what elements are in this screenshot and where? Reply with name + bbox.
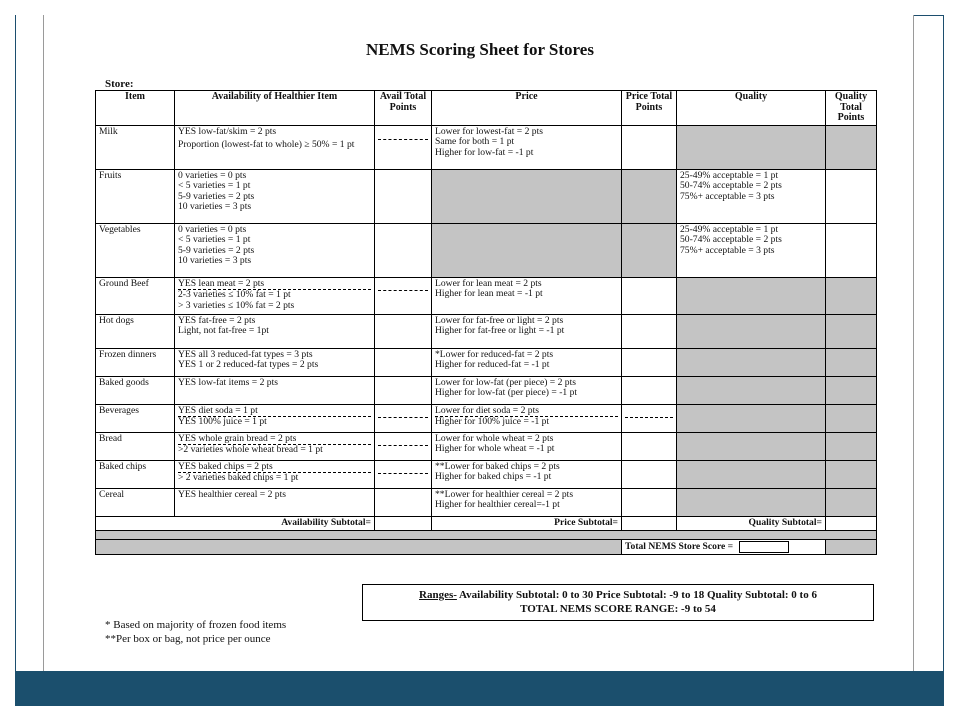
price-points-cell[interactable]	[622, 376, 677, 404]
price-points-na-cell	[622, 169, 677, 223]
quality-points-na-cell	[826, 348, 877, 376]
header-price: Price	[432, 91, 622, 126]
criterion: 50-74% acceptable = 2 pts	[680, 234, 782, 246]
avail-points-cell[interactable]	[375, 376, 432, 404]
avail-points-cell[interactable]	[375, 223, 432, 277]
criterion: Lower for lean meat = 2 pts	[435, 277, 542, 289]
avail-points-cell[interactable]	[375, 460, 432, 488]
subtotal-row	[96, 516, 877, 530]
price-points-cell[interactable]	[622, 432, 677, 460]
score-ranges-box	[362, 584, 874, 621]
row-availability	[175, 223, 375, 277]
criterion: **Lower for healthier cereal = 2 pts	[435, 488, 574, 500]
quality-points-na-cell	[826, 432, 877, 460]
spacer-row	[96, 530, 877, 539]
scoring-table	[95, 90, 877, 555]
criterion: Lower for diet soda = 2 pts	[435, 404, 539, 416]
criterion: YES baked chips = 2 pts	[178, 460, 273, 472]
row-availability	[175, 488, 375, 516]
row-item: Vegetables	[96, 223, 175, 277]
row-price	[432, 488, 622, 516]
quality-na-cell	[677, 460, 826, 488]
quality-points-na-cell	[826, 376, 877, 404]
row-quality	[677, 169, 826, 223]
price-subtotal-cell[interactable]	[622, 516, 677, 530]
table-row	[96, 125, 877, 169]
criterion: Higher for reduced-fat = -1 pt	[435, 359, 550, 371]
quality-na-cell	[677, 488, 826, 516]
criterion: 25-49% acceptable = 1 pt	[680, 223, 779, 235]
criterion: < 5 varieties = 1 pt	[178, 180, 251, 192]
total-row	[96, 539, 877, 554]
criterion: *Lower for reduced-fat = 2 pts	[435, 348, 554, 360]
price-points-na-cell	[622, 223, 677, 277]
row-item: Frozen dinners	[96, 348, 175, 376]
avail-points-cell[interactable]	[375, 125, 432, 169]
criterion: 10 varieties = 3 pts	[178, 255, 252, 267]
total-score-label: Total NEMS Store Score =	[625, 540, 734, 552]
criterion: 75%+ acceptable = 3 pts	[680, 244, 775, 256]
table-row	[96, 376, 877, 404]
criterion: YES lean meat = 2 pts	[178, 277, 265, 289]
quality-points-na-cell	[826, 125, 877, 169]
criterion: > 3 varieties ≤ 10% fat = 2 pts	[178, 299, 295, 311]
criterion: >2 varieties whole wheat bread = 1 pt	[178, 444, 371, 456]
criterion: Lower for fat-free or light = 2 pts	[435, 314, 564, 326]
slide-border-right	[912, 15, 944, 671]
header-item: Item	[96, 91, 175, 126]
criterion: Lower for whole wheat = 2 pts	[435, 432, 554, 444]
header-availability: Availability of Healthier Item	[175, 91, 375, 126]
slide-border-left	[15, 15, 44, 671]
row-price	[432, 348, 622, 376]
criterion: Lower for lowest-fat = 2 pts	[435, 125, 543, 137]
price-points-cell[interactable]	[622, 404, 677, 432]
ranges-text: Availability Subtotal: 0 to 30 Price Subtotal: -9 to 18 Quality Subtotal: 0 to 6	[456, 589, 817, 601]
criterion: Lower for low-fat (per piece) = 2 pts	[435, 376, 576, 388]
quality-na-cell	[677, 376, 826, 404]
criterion: Higher for healthier cereal=-1 pt	[435, 499, 560, 511]
ranges-line-2: TOTAL NEMS SCORE RANGE: -9 to 54	[520, 603, 716, 615]
criterion: Higher for low-fat = -1 pt	[435, 146, 534, 158]
avail-points-cell[interactable]	[375, 169, 432, 223]
row-item: Ground Beef	[96, 277, 175, 314]
row-price	[432, 404, 622, 432]
criterion: YES low-fat/skim = 2 pts	[178, 125, 277, 137]
criterion: Higher for low-fat (per piece) = -1 pt	[435, 387, 578, 399]
row-item: Cereal	[96, 488, 175, 516]
total-score-input[interactable]	[739, 541, 789, 553]
criterion: 50-74% acceptable = 2 pts	[680, 180, 782, 192]
quality-points-cell[interactable]	[826, 169, 877, 223]
quality-points-cell[interactable]	[826, 223, 877, 277]
row-item: Fruits	[96, 169, 175, 223]
row-availability	[175, 404, 375, 432]
quality-subtotal-cell[interactable]	[826, 516, 877, 530]
table-row	[96, 404, 877, 432]
criterion: YES 100% juice = 1 pt	[178, 416, 371, 428]
quality-na-cell	[677, 314, 826, 348]
row-price	[432, 125, 622, 169]
table-row	[96, 223, 877, 277]
slide-footer-bar	[15, 671, 944, 706]
row-item: Bread	[96, 432, 175, 460]
price-points-cell[interactable]	[622, 488, 677, 516]
criterion: Higher for 100% juice = -1 pt	[435, 416, 618, 428]
criterion: > 2 varieties baked chips = 1 pt	[178, 472, 371, 484]
price-points-cell[interactable]	[622, 460, 677, 488]
criterion: 0 varieties = 0 pts	[178, 223, 247, 235]
quality-points-na-cell	[826, 460, 877, 488]
price-subtotal-label: Price Subtotal=	[432, 516, 622, 530]
row-availability	[175, 314, 375, 348]
quality-na-cell	[677, 125, 826, 169]
row-availability	[175, 169, 375, 223]
avail-points-cell[interactable]	[375, 488, 432, 516]
row-price	[432, 460, 622, 488]
footnote-frozen: * Based on majority of frozen food items	[105, 619, 287, 631]
row-price	[432, 277, 622, 314]
total-score-cell	[622, 539, 826, 554]
header-avail-total: Avail Total Points	[375, 91, 432, 126]
row-availability	[175, 460, 375, 488]
row-availability	[175, 277, 375, 314]
row-item: Beverages	[96, 404, 175, 432]
criterion: YES diet soda = 1 pt	[178, 404, 258, 416]
page-title: NEMS Scoring Sheet for Stores	[366, 40, 594, 59]
table-row	[96, 314, 877, 348]
row-item: Baked goods	[96, 376, 175, 404]
quality-points-na-cell	[826, 314, 877, 348]
gray-spacer	[96, 539, 622, 554]
row-price	[432, 314, 622, 348]
avail-points-cell[interactable]	[375, 277, 432, 314]
criterion: Same for both = 1 pt	[435, 136, 515, 148]
header-quality-total: Quality Total Points	[826, 91, 877, 126]
row-price	[432, 376, 622, 404]
quality-subtotal-label: Quality Subtotal=	[677, 516, 826, 530]
row-item: Baked chips	[96, 460, 175, 488]
avail-points-cell[interactable]	[375, 404, 432, 432]
criterion: YES 1 or 2 reduced-fat types = 2 pts	[178, 359, 319, 371]
criterion: 5-9 varieties = 2 pts	[178, 190, 255, 202]
criterion: 0 varieties = 0 pts	[178, 169, 247, 181]
gray-spacer	[96, 530, 877, 539]
ranges-label: Ranges-	[419, 589, 457, 601]
header-quality: Quality	[677, 91, 826, 126]
criterion: Proportion (lowest-fat to whole) ≥ 50% = 1 pt	[178, 139, 355, 151]
criterion: Higher for baked chips = -1 pt	[435, 471, 552, 483]
quality-na-cell	[677, 432, 826, 460]
row-item: Hot dogs	[96, 314, 175, 348]
footnotes	[105, 618, 286, 646]
price-points-cell[interactable]	[622, 125, 677, 169]
table-header-row	[96, 91, 877, 126]
quality-na-cell	[677, 348, 826, 376]
footnote-per-box: **Per box or bag, not price per ounce	[105, 633, 271, 645]
row-availability	[175, 348, 375, 376]
store-label: Store:	[105, 78, 134, 90]
row-item: Milk	[96, 125, 175, 169]
table-row	[96, 460, 877, 488]
criterion: 5-9 varieties = 2 pts	[178, 244, 255, 256]
price-points-cell[interactable]	[622, 277, 677, 314]
avail-points-cell[interactable]	[375, 432, 432, 460]
row-availability	[175, 432, 375, 460]
price-points-cell[interactable]	[622, 314, 677, 348]
table-row	[96, 348, 877, 376]
ranges-line-1	[363, 588, 873, 602]
quality-points-na-cell	[826, 488, 877, 516]
price-na-cell	[432, 223, 622, 277]
avail-points-cell[interactable]	[375, 314, 432, 348]
criterion: Higher for whole wheat = -1 pt	[435, 443, 555, 455]
table-row	[96, 432, 877, 460]
header-price-total: Price Total Points	[622, 91, 677, 126]
quality-points-na-cell	[826, 404, 877, 432]
availability-subtotal-label: Availability Subtotal=	[96, 516, 375, 530]
criterion: YES whole grain bread = 2 pts	[178, 432, 297, 444]
avail-points-cell[interactable]	[375, 348, 432, 376]
table-row	[96, 277, 877, 314]
criterion: **Lower for baked chips = 2 pts	[435, 460, 560, 472]
criterion: < 5 varieties = 1 pt	[178, 234, 251, 246]
gray-spacer	[826, 539, 877, 554]
table-row	[96, 169, 877, 223]
criterion: 25-49% acceptable = 1 pt	[680, 169, 779, 181]
criterion: YES low-fat items = 2 pts	[178, 376, 279, 388]
criterion: Higher for fat-free or light = -1 pt	[435, 325, 565, 337]
criterion: 10 varieties = 3 pts	[178, 201, 252, 213]
row-price	[432, 432, 622, 460]
criterion: 75%+ acceptable = 3 pts	[680, 190, 775, 202]
row-availability	[175, 376, 375, 404]
table-row	[96, 488, 877, 516]
criterion: Higher for lean meat = -1 pt	[435, 288, 543, 300]
price-na-cell	[432, 169, 622, 223]
availability-subtotal-cell[interactable]	[375, 516, 432, 530]
quality-points-na-cell	[826, 277, 877, 314]
criterion: YES fat-free = 2 pts	[178, 314, 256, 326]
row-availability	[175, 125, 375, 169]
price-points-cell[interactable]	[622, 348, 677, 376]
criterion: YES healthier cereal = 2 pts	[178, 488, 286, 500]
criterion: 2-3 varieties ≤ 10% fat = 1 pt	[178, 289, 371, 301]
quality-na-cell	[677, 277, 826, 314]
criterion: YES all 3 reduced-fat types = 3 pts	[178, 348, 313, 360]
row-quality	[677, 223, 826, 277]
quality-na-cell	[677, 404, 826, 432]
criterion: Light, not fat-free = 1pt	[178, 325, 269, 337]
